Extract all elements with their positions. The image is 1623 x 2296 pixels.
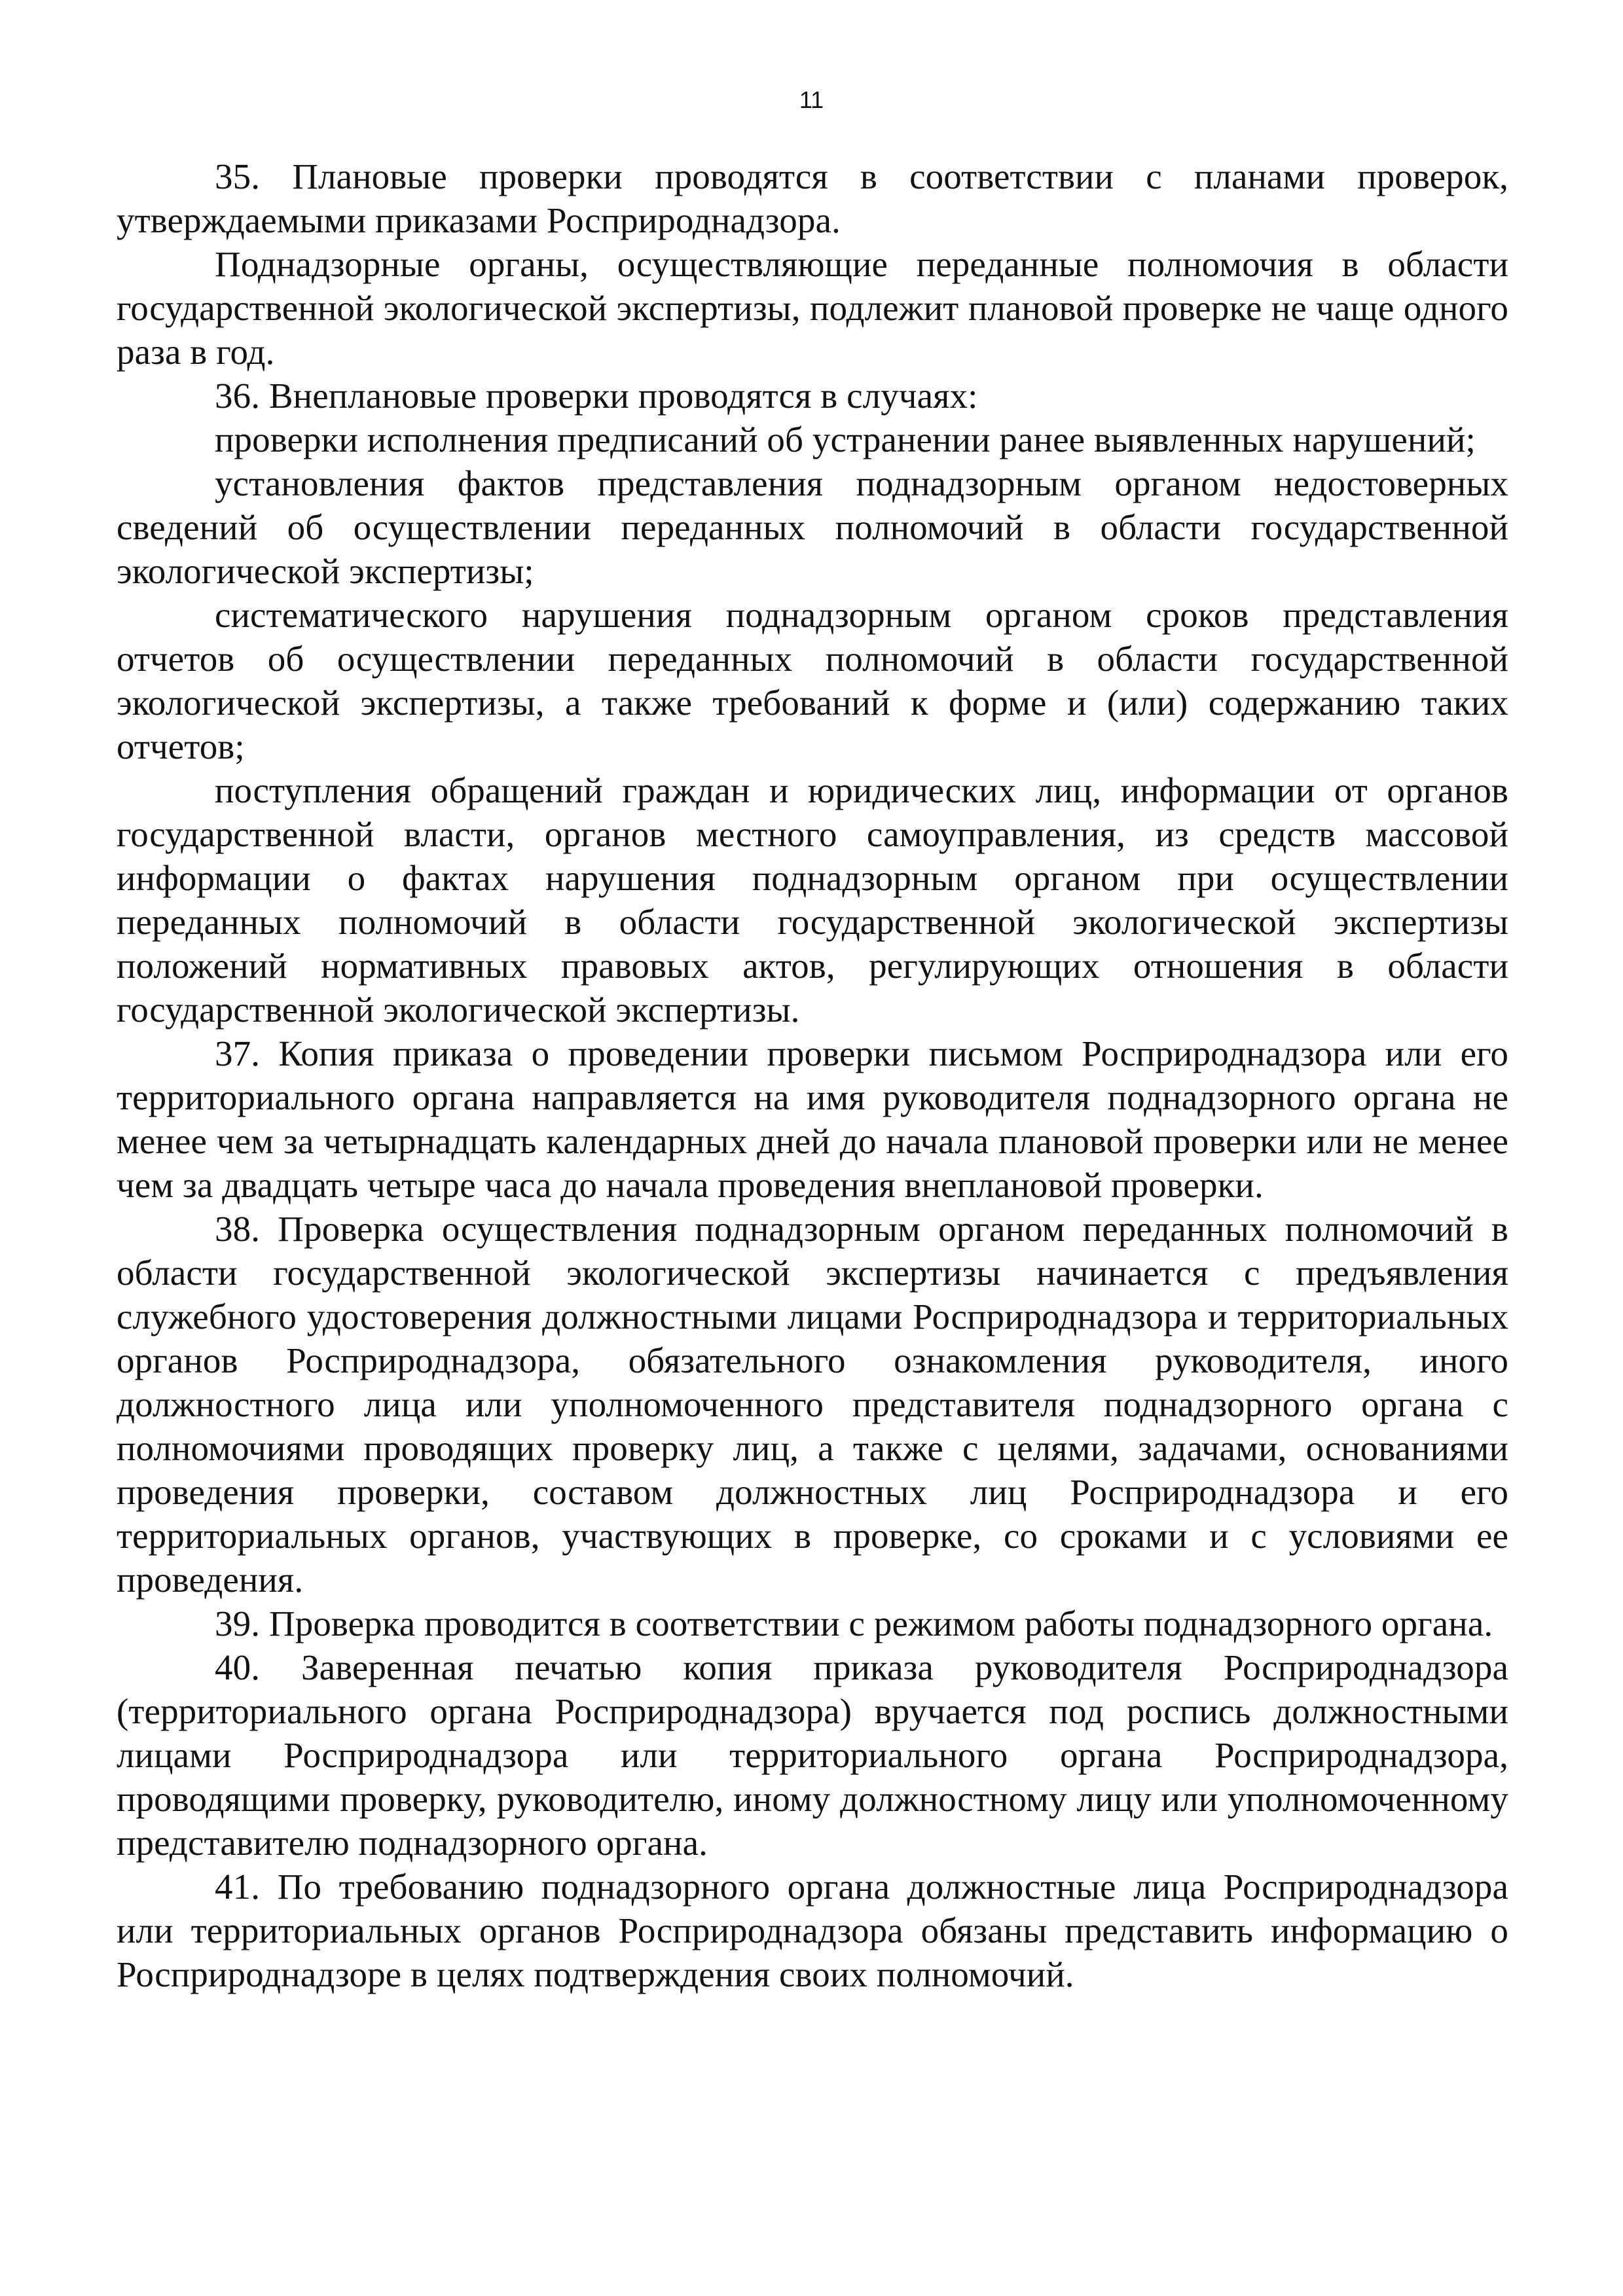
paragraph-38: 38. Проверка осуществления поднадзорным органом переданных полномочий в области государственной экологической экспертизы начинается с предъявления служебного удостоверения должностными лицами Росприроднадзора и территориальных органов Росприроднадзора, обязательного ознакомления руководителя, иного должностного лица или уполномоченного представителя поднадзорного органа с полномочиями проводящих проверку лиц, а также с целями, задачами, основаниями проведения проверки, составом должностных лиц Росприроднадзора и его территориальных органов, участвующих в проверке, со сроками и с условиями ее проведения. [117, 1209, 1508, 1600]
paragraph-39: 39. Проверка проводится в соответствии с режимом работы поднадзорного органа. [215, 1604, 1493, 1643]
paragraph-40: 40. Заверенная печатью копия приказа руководителя Росприроднадзора (территориального органа Росприроднадзора) вручается под роспись должностными лицами Росприроднадзора или территориального органа Росприроднадзора, проводящими проверку, руководителю, иному должностному лицу или уполномоченному представителю поднадзорного органа. [117, 1647, 1508, 1863]
paragraph-36-case-false-info: установления фактов представления поднадзорным органом недостоверных сведений об осуществлении переданных полномочий в области государственной экологической экспертизы; [117, 463, 1508, 591]
paragraph-36-case-reporting: систематического нарушения поднадзорным органом сроков представления отчетов об осуществлении переданных полномочий в области государственной экологической экспертизы, а также требований к форме и (или) содержанию таких отчетов; [117, 595, 1508, 766]
paragraph-35-supervised-bodies: Поднадзорные органы, осуществляющие переданные полномочия в области государственной экологической экспертизы, подлежит плановой проверке не чаще одного раза в год. [117, 244, 1508, 372]
paragraph-36-case-orders: проверки исполнения предписаний об устранении ранее выявленных нарушений; [215, 420, 1476, 459]
paragraph-37: 37. Копия приказа о проведении проверки письмом Росприроднадзора или его территориального органа направляется на имя руководителя поднадзорного органа не менее чем за четырнадцать календарных дней до начала плановой проверки или не менее чем за двадцать четыре часа до начала проведения внеплановой проверки. [117, 1033, 1508, 1205]
paragraph-35: 35. Плановые проверки проводятся в соответствии с планами проверок, утверждаемыми приказами Росприроднадзора. [117, 156, 1508, 240]
paragraph-36-case-complaints: поступления обращений граждан и юридических лиц, информации от органов государственной власти, органов местного самоуправления, из средств массовой информации о фактах нарушения поднадзорным органом при осуществлении переданных полномочий в области государственной экологической экспертизы положений нормативных правовых актов, регулирующих отношения в области государственной экологической экспертизы. [117, 770, 1508, 1030]
document-body [117, 154, 1508, 1996]
page-number: 11 [799, 86, 824, 113]
paragraph-36: 36. Внеплановые проверки проводятся в случаях: [215, 376, 978, 416]
paragraph-41: 41. По требованию поднадзорного органа должностные лица Росприроднадзора или территориальных органов Росприроднадзора обязаны представить информацию о Росприроднадзоре в целях подтверждения своих полномочий. [117, 1867, 1508, 1994]
